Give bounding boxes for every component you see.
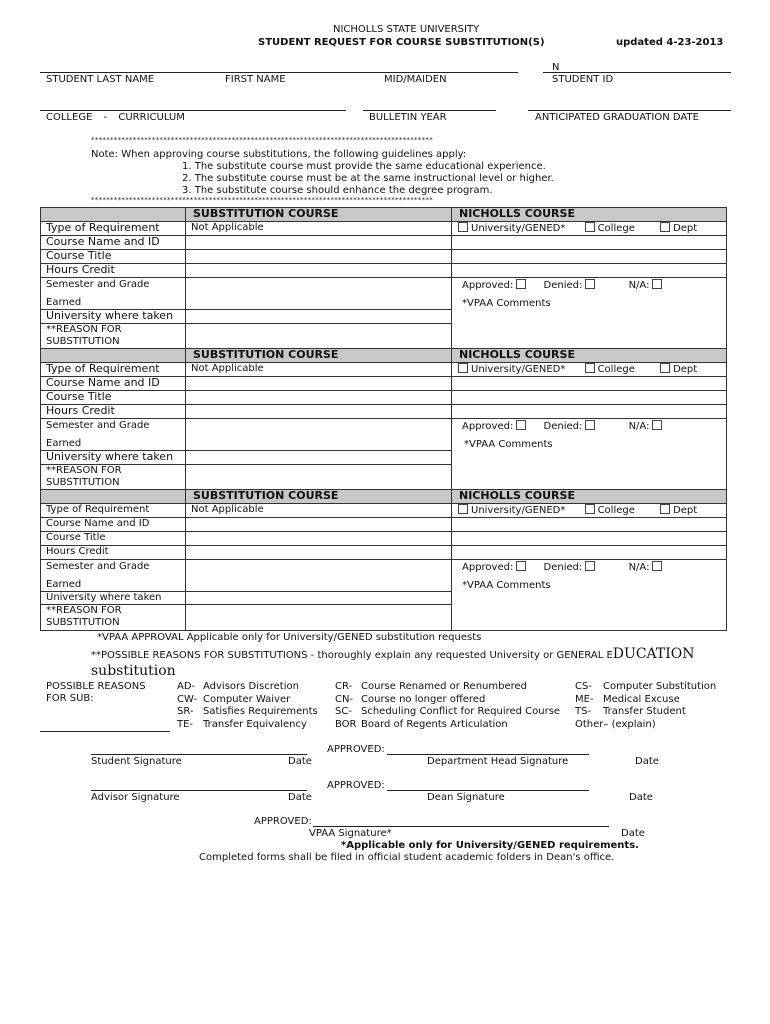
reason-text: Advisors Discretion <box>203 681 299 692</box>
option-college[interactable]: College <box>585 504 635 517</box>
education-word: DUCATION <box>612 646 695 662</box>
course-title-label: Course Title <box>41 532 186 546</box>
dean-signature-label: Dean Signature <box>427 792 505 803</box>
checkbox-college[interactable] <box>585 222 595 232</box>
vpaa-signature-line[interactable] <box>313 826 609 827</box>
checkbox-university[interactable] <box>458 504 468 514</box>
reason-label: **REASON FOR SUBSTITUTION <box>41 324 186 350</box>
name-line[interactable] <box>40 72 518 73</box>
university-taken-label: University where taken <box>41 592 186 605</box>
nicholls-course-title-input[interactable] <box>452 391 727 405</box>
reason-input[interactable] <box>186 324 452 350</box>
reason-text: Board of Regents Articulation <box>361 718 508 730</box>
university-taken-input[interactable] <box>186 310 452 324</box>
approved-checkbox[interactable] <box>516 279 526 289</box>
reason-item <box>575 706 716 719</box>
not-applicable-cell: Not Applicable <box>186 363 452 377</box>
course-name-input[interactable] <box>186 377 452 391</box>
student-signature-label: Student Signature <box>91 756 182 767</box>
reason-item <box>177 694 318 707</box>
course-title-label: Course Title <box>41 250 186 264</box>
reason-item <box>335 681 560 694</box>
student-signature-line[interactable] <box>91 754 307 755</box>
applicable-note: *Applicable only for University/GENED requirements. <box>341 840 639 851</box>
reason-code: AD- <box>177 681 196 692</box>
approved-checkbox[interactable] <box>516 561 526 571</box>
not-applicable-cell: Not Applicable <box>186 504 452 518</box>
reason-code: TS- <box>575 706 592 717</box>
advisor-signature-label: Advisor Signature <box>91 792 180 803</box>
semester-grade-label: Semester and Grade Earned <box>41 419 186 451</box>
dean-signature-line[interactable] <box>387 790 589 791</box>
approved-option[interactable]: Approved: <box>462 562 526 573</box>
reason-item <box>335 719 560 732</box>
option-university[interactable]: University/GENED* <box>458 363 565 376</box>
option-dept[interactable]: Dept <box>660 363 697 376</box>
checkbox-dept[interactable] <box>660 504 670 514</box>
option-dept[interactable]: Dept <box>660 504 697 517</box>
dept-head-signature-line[interactable] <box>387 754 589 755</box>
reason-code: BOR <box>335 718 357 730</box>
option-university[interactable]: University/GENED* <box>458 222 565 235</box>
substitution-block-2 <box>40 348 727 491</box>
dean-date-label: Date <box>629 792 653 803</box>
vpaa-date-label: Date <box>621 828 645 839</box>
course-name-input[interactable] <box>186 518 452 532</box>
university-name: NICHOLLS STATE UNIVERSITY <box>333 24 480 35</box>
denied-option[interactable]: Denied: <box>544 562 596 573</box>
course-title-input[interactable] <box>186 250 452 264</box>
hours-credit-input[interactable] <box>186 405 452 419</box>
nicholls-course-name-input[interactable] <box>452 377 727 391</box>
stars-divider-top: ****************************************************************************************** <box>91 136 433 144</box>
reasons-column-1 <box>177 681 318 731</box>
bulletin-year-line[interactable] <box>363 110 496 111</box>
student-id-label: STUDENT ID <box>552 74 614 85</box>
possible-reasons-label-2: FOR SUB: <box>46 693 94 704</box>
reason-item <box>575 719 716 732</box>
reason-text: Satisfies Requirements <box>203 706 318 717</box>
na-option[interactable]: N/A: <box>629 280 663 291</box>
approved-label-1: APPROVED: <box>327 744 385 755</box>
hours-credit-input[interactable] <box>186 264 452 278</box>
advisor-date-label: Date <box>288 792 312 803</box>
nicholls-hours-input[interactable] <box>452 546 727 560</box>
dept-head-signature-label: Department Head Signature <box>427 756 569 767</box>
option-university[interactable]: University/GENED* <box>458 504 565 517</box>
checkbox-university[interactable] <box>458 363 468 373</box>
course-title-input[interactable] <box>186 532 452 546</box>
university-taken-input[interactable] <box>186 451 452 465</box>
reason-code: CN- <box>335 693 354 705</box>
first-name-label: FIRST NAME <box>225 74 286 85</box>
approval-cell <box>452 278 727 350</box>
filed-note: Completed forms shall be filed in official student academic folders in Dean's office. <box>199 852 615 863</box>
hours-credit-label: Hours Credit <box>41 405 186 419</box>
header-blank <box>41 349 186 363</box>
na-checkbox[interactable] <box>652 420 662 430</box>
type-of-requirement-label: Type of Requirement <box>41 363 186 377</box>
curriculum-text: CURRICULUM <box>118 112 185 123</box>
header-blank <box>41 208 186 222</box>
vpaa-comments-label: *VPAA Comments <box>462 298 551 309</box>
na-checkbox[interactable] <box>652 279 662 289</box>
vpaa-signature-label: VPAA Signature* <box>309 828 392 839</box>
denied-option[interactable]: Denied: <box>544 280 596 291</box>
guideline-3: 3. The substitute course should enhance the degree program. <box>182 185 493 196</box>
nicholls-course-name-input[interactable] <box>452 518 727 532</box>
substitution-course-header: SUBSTITUTION COURSE <box>186 490 452 504</box>
nicholls-course-header: NICHOLLS COURSE <box>452 208 727 222</box>
nicholls-course-header: NICHOLLS COURSE <box>452 349 727 363</box>
approved-label-3: APPROVED: <box>254 816 312 827</box>
reason-input[interactable] <box>186 605 452 631</box>
college-label <box>46 112 185 123</box>
college-dash: - <box>103 112 108 123</box>
reason-item <box>335 694 560 707</box>
dept-head-date-label: Date <box>635 756 659 767</box>
na-checkbox[interactable] <box>652 561 662 571</box>
grad-date-label: ANTICIPATED GRADUATION DATE <box>535 112 699 123</box>
reason-text: Medical Excuse <box>603 693 680 705</box>
stars-divider-bottom: ****************************************************************************************** <box>91 196 433 204</box>
denied-checkbox[interactable] <box>585 561 595 571</box>
college-line[interactable] <box>40 110 346 111</box>
hours-credit-label: Hours Credit <box>41 546 186 560</box>
semester-grade-input[interactable] <box>186 278 452 310</box>
reasons-column-3 <box>575 681 716 731</box>
course-name-label: Course Name and ID <box>41 236 186 250</box>
reason-code: ME- <box>575 693 594 705</box>
bulletin-year-label: BULLETIN YEAR <box>369 112 447 123</box>
n-prefix: N <box>552 62 560 73</box>
nicholls-hours-input[interactable] <box>452 405 727 419</box>
checkbox-dept[interactable] <box>660 222 670 232</box>
college-text: COLLEGE <box>46 112 93 123</box>
last-name-label: STUDENT LAST NAME <box>46 74 155 85</box>
updated-date: updated 4-23-2013 <box>616 37 724 48</box>
nicholls-course-title-input[interactable] <box>452 532 727 546</box>
reason-code: CS- <box>575 681 592 692</box>
grad-date-line[interactable] <box>528 110 731 111</box>
substitution-word: substitution <box>91 663 176 679</box>
student-id-line[interactable] <box>543 72 731 73</box>
reason-item <box>177 706 318 719</box>
semester-grade-label: Semester and Grade Earned <box>41 278 186 310</box>
checkbox-college[interactable] <box>585 504 595 514</box>
reason-text: Scheduling Conflict for Required Course <box>361 706 561 717</box>
reason-label: **REASON FOR SUBSTITUTION <box>41 605 186 631</box>
option-college[interactable]: College <box>585 363 635 376</box>
university-taken-label: University where taken <box>41 310 186 324</box>
semester-grade-input[interactable] <box>186 560 452 592</box>
reason-text: Transfer Equivalency <box>203 718 307 730</box>
reason-item <box>177 681 318 694</box>
reason-item <box>335 706 560 719</box>
reason-code: SR- <box>177 706 194 717</box>
denied-checkbox[interactable] <box>585 279 595 289</box>
reason-code: Other <box>575 718 604 730</box>
substitution-course-header: SUBSTITUTION COURSE <box>186 208 452 222</box>
guideline-1: 1. The substitute course must provide the same educational experience. <box>182 161 546 172</box>
header-blank <box>41 490 186 504</box>
reason-text: Computer Substitution <box>603 681 717 692</box>
option-dept[interactable]: Dept <box>660 222 697 235</box>
mid-maiden-label: MID/MAIDEN <box>384 74 447 85</box>
nicholls-hours-input[interactable] <box>452 264 727 278</box>
reason-item <box>575 694 716 707</box>
reason-item <box>177 719 318 732</box>
requirement-options <box>452 363 727 377</box>
reasons-column-2 <box>335 681 560 731</box>
student-date-label: Date <box>288 756 312 767</box>
checkbox-college[interactable] <box>585 363 595 373</box>
reason-text: Course Renamed or Renumbered <box>361 681 527 692</box>
substitution-course-header: SUBSTITUTION COURSE <box>186 349 452 363</box>
option-college[interactable]: College <box>585 222 635 235</box>
reason-code: CR- <box>335 681 353 692</box>
hours-credit-input[interactable] <box>186 546 452 560</box>
advisor-signature-line[interactable] <box>91 790 307 791</box>
substitution-block-1 <box>40 207 727 350</box>
reason-code: TE- <box>177 718 194 730</box>
course-name-label: Course Name and ID <box>41 377 186 391</box>
vpaa-comments-label: *VPAA Comments <box>462 580 551 591</box>
type-of-requirement-label: Type of Requirement <box>41 222 186 236</box>
course-name-label: Course Name and ID <box>41 518 186 532</box>
reason-code: SC- <box>335 706 352 717</box>
reasons-line[interactable] <box>40 731 170 732</box>
substitution-block-3 <box>40 489 727 631</box>
course-title-input[interactable] <box>186 391 452 405</box>
reason-label: **REASON FOR SUBSTITUTION <box>41 465 186 491</box>
vpaa-approval-note: *VPAA APPROVAL Applicable only for University/GENED substitution requests <box>97 632 482 643</box>
requirement-options <box>452 222 727 236</box>
approved-checkbox[interactable] <box>516 420 526 430</box>
reason-input[interactable] <box>186 465 452 491</box>
reason-text: – (explain) <box>603 718 656 730</box>
nicholls-course-header: NICHOLLS COURSE <box>452 490 727 504</box>
not-applicable-cell: Not Applicable <box>186 222 452 236</box>
university-taken-label: University where taken <box>41 451 186 465</box>
reason-text: Transfer Student <box>603 706 686 717</box>
denied-option[interactable]: Denied: <box>544 421 596 432</box>
form-title: STUDENT REQUEST FOR COURSE SUBSTITUTION(S) <box>258 37 545 48</box>
type-of-requirement-label: Type of Requirement <box>41 504 186 518</box>
reason-text: Course no longer offered <box>361 693 486 705</box>
reason-text: Computer Waiver <box>203 693 291 705</box>
guidelines-note: Note: When approving course substitutions, the following guidelines apply: <box>91 149 467 160</box>
approval-cell <box>452 560 727 631</box>
university-taken-input[interactable] <box>186 592 452 605</box>
vpaa-comments-label: *VPAA Comments <box>464 439 553 450</box>
reason-item <box>575 681 716 694</box>
na-option[interactable]: N/A: <box>629 562 663 573</box>
checkbox-university[interactable] <box>458 222 468 232</box>
nicholls-course-name-input[interactable] <box>452 236 727 250</box>
possible-reasons-note: **POSSIBLE REASONS FOR SUBSTITUTIONS - thoroughly explain any requested University or GENERAL EDUCATION <box>91 646 695 662</box>
approved-option[interactable]: Approved: <box>462 280 526 291</box>
approved-label-2: APPROVED: <box>327 780 385 791</box>
approval-cell <box>452 419 727 491</box>
semester-grade-label: Semester and Grade Earned <box>41 560 186 592</box>
requirement-options <box>452 504 727 518</box>
course-name-input[interactable] <box>186 236 452 250</box>
reason-code: CW- <box>177 693 198 705</box>
checkbox-dept[interactable] <box>660 363 670 373</box>
denied-checkbox[interactable] <box>585 420 595 430</box>
course-title-label: Course Title <box>41 391 186 405</box>
na-option[interactable]: N/A: <box>629 421 663 432</box>
nicholls-course-title-input[interactable] <box>452 250 727 264</box>
approved-option[interactable]: Approved: <box>462 421 526 432</box>
hours-credit-label: Hours Credit <box>41 264 186 278</box>
guideline-2: 2. The substitute course must be at the same instructional level or higher. <box>182 173 554 184</box>
possible-reasons-label-1: POSSIBLE REASONS <box>46 681 146 692</box>
semester-grade-input[interactable] <box>186 419 452 451</box>
